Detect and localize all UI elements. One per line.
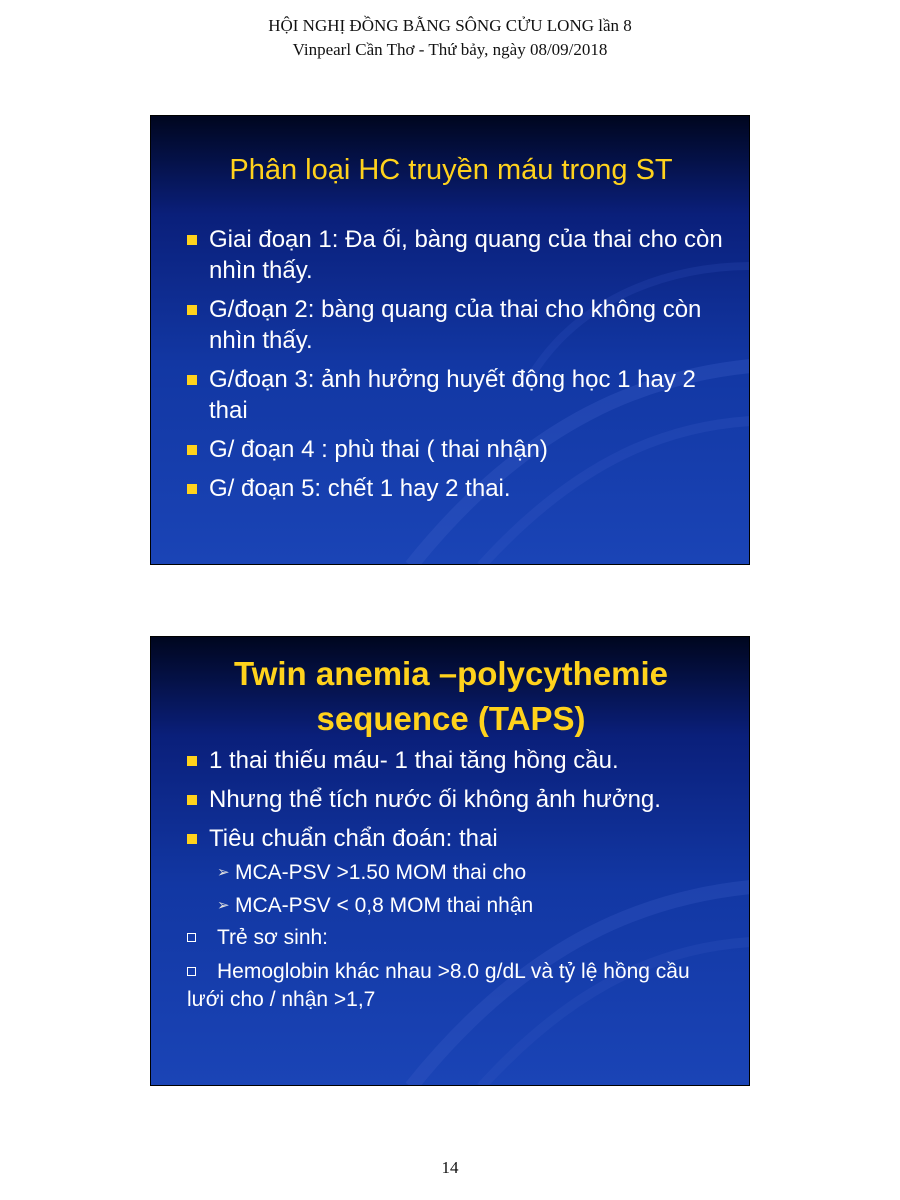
hollow-square-bullet-icon [187, 967, 196, 976]
bullet-item: G/đoạn 3: ảnh hưởng huyết động học 1 hay 2 thai [187, 364, 727, 426]
square-bullet-icon [187, 795, 197, 805]
arrow-bullet-icon: ➢ [217, 864, 230, 881]
checkbox-bullet-item: Hemoglobin khác nhau >8.0 g/dL và tỷ lệ hồng cầu lưới cho / nhận >1,7 [187, 960, 690, 1011]
header-line-1: HỘI NGHỊ ĐỒNG BẰNG SÔNG CỬU LONG lần 8 [268, 16, 632, 35]
slide-1-title: Phân loại HC truyền máu trong ST [229, 154, 673, 186]
arrow-bullet-icon: ➢ [217, 897, 230, 914]
bullet-item: Giai đoạn 1: Đa ối, bàng quang của thai cho còn nhìn thấy. [187, 224, 727, 286]
slide-2 [150, 636, 750, 1086]
bullet-item: G/đoạn 2: bàng quang của thai cho không còn nhìn thấy. [187, 294, 727, 356]
sub-bullet-item: ➢ MCA-PSV < 0,8 MOM thai nhận [187, 891, 727, 920]
square-bullet-icon [187, 484, 197, 494]
bullet-item: Nhưng thể tích nước ối không ảnh hưởng. [187, 784, 727, 815]
slide-2-title-line-2: sequence (TAPS) [316, 700, 586, 737]
hollow-square-bullet-icon [187, 933, 196, 942]
page-number: 14 [441, 1158, 459, 1177]
document-header [0, 14, 900, 62]
slide-1 [150, 115, 750, 565]
header-line-2: Vinpearl Cần Thơ - Thứ bảy, ngày 08/09/2018 [292, 40, 608, 59]
slide-1-bullet-list [187, 224, 727, 512]
slide-2-title [151, 651, 750, 741]
square-bullet-icon [187, 235, 197, 245]
square-bullet-icon [187, 756, 197, 766]
square-bullet-icon [187, 445, 197, 455]
bullet-item: 1 thai thiếu máu- 1 thai tăng hồng cầu. [187, 745, 727, 776]
square-bullet-icon [187, 305, 197, 315]
slide-2-bullet-list [187, 745, 727, 1020]
square-bullet-icon [187, 375, 197, 385]
square-bullet-icon [187, 834, 197, 844]
bullet-item: G/ đoạn 5: chết 1 hay 2 thai. [187, 473, 727, 504]
sub-bullet-item: ➢ MCA-PSV >1.50 MOM thai cho [187, 858, 727, 887]
slide-2-title-line-1: Twin anemia –polycythemie [233, 655, 669, 692]
checkbox-bullet-item: Trẻ sơ sinh: [187, 924, 727, 952]
bullet-item: Tiêu chuẩn chẩn đoán: thai [187, 823, 727, 854]
bullet-item: G/ đoạn 4 : phù thai ( thai nhận) [187, 434, 727, 465]
